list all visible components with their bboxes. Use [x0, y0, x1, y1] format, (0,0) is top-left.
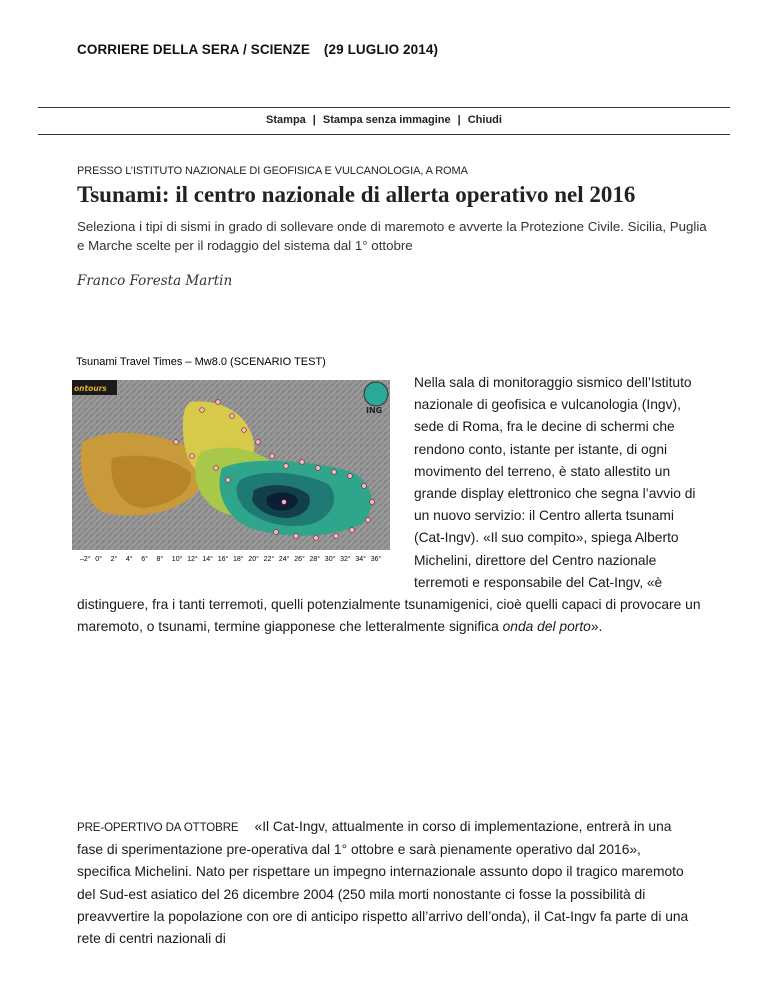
longitude-tick-label: 36° [370, 556, 382, 563]
longitude-tick-label: 4° [125, 556, 133, 563]
longitude-tick-label: 28° [309, 556, 321, 563]
longitude-tick-label: 6° [141, 556, 148, 563]
section-lead: PRE-OPERTIVO DA OTTOBRE [77, 822, 239, 834]
article-paragraph-2 [77, 816, 697, 950]
paragraph-1-end: ». [590, 619, 603, 635]
longitude-tick-label: 22° [263, 556, 275, 563]
close-link[interactable]: Chiudi [467, 114, 502, 126]
bottom-divider [38, 134, 730, 135]
longitude-tick-label: 14° [202, 556, 213, 563]
legend-label: ontours [74, 384, 107, 393]
article-subhead: Seleziona i tipi di sismi in grado di sollevare onde di maremoto e avverte la Protezione Civile. Sicilia, Puglia e Marche scelte per il rodaggio del sistema dal 1° ottobre [77, 219, 707, 253]
toolbar-separator: | [457, 114, 461, 126]
print-without-image-link[interactable]: Stampa senza immagine [322, 114, 451, 126]
longitude-tick-label: 24° [278, 556, 290, 563]
paragraph-1-text: Nella sala di monitoraggio sismico dell’Istituto nazionale di geofisica e vulcanologia (Ingv), sede di Roma, fra le decine di schermi che rendono conto, istante per istante, di ogni movimento del terreno, è stato allestito un grande display elettronico che segna l’avvio di un nuovo servizio: il Centro allerta tsunami (Cat-Ingv). «Il suo compito», spiega Alberto Michelini, direttore del Centro nazionale terremoti e responsabile del Cat-Ingv, «è distinguere, fra i tanti terremoti, quelli potenzialmente tsunamigenici, cioè quelli capaci di provocare un maremoto, o tsunami, termine giapponese che letteralmente significa [77, 375, 701, 635]
toolbar-separator: | [312, 114, 316, 126]
top-divider [38, 107, 730, 108]
longitude-tick-label: 30° [324, 556, 336, 563]
longitude-tick-label: 20° [248, 556, 259, 563]
longitude-tick-label: –2° [80, 556, 91, 563]
longitude-tick-label: 34° [355, 556, 366, 563]
longitude-tick-label: 10° [171, 556, 183, 563]
article-author: Franco Foresta Martin [77, 273, 233, 289]
paragraph-1-italic: onda del porto [502, 619, 591, 635]
masthead [77, 42, 438, 57]
longitude-tick-label: 26° [294, 556, 305, 563]
print-link[interactable]: Stampa [266, 114, 306, 126]
longitude-tick-label: 8° [156, 556, 164, 563]
publication-date: (29 LUGLIO 2014) [323, 42, 439, 57]
longitude-tick-label: 32° [340, 556, 351, 563]
longitude-tick-label: 12° [187, 556, 198, 563]
article-paragraph-1 [77, 372, 702, 638]
article-kicker: PRESSO L’ISTITUTO NAZIONALE DI GEOFISICA E VULCANOLOGIA, A ROMA [77, 165, 468, 177]
longitude-tick-label: 18° [233, 556, 244, 563]
longitude-tick-label: 2° [110, 556, 118, 563]
article-headline: Tsunami: il centro nazionale di allerta operativo nel 2016 [77, 182, 636, 207]
publication-name: CORRIERE DELLA SERA / SCIENZE [77, 42, 310, 57]
print-toolbar [0, 114, 768, 126]
paragraph-2-text: «Il Cat-Ingv, attualmente in corso di implementazione, entrerà in una fase di sperimentazione pre-operativa dal 1° ottobre e sarà pienamente operativo dal 2016», specifica Michelini. Nato per rispettare un impegno internazionale assunto dopo il tragico maremoto del Sud-est asiatico del 26 dicembre 2004 (250 mila morti nonostante ci fosse la possibilità di preavvertire la popolazione con ore di anticipo rispetto all’arrivo dell’onda), il Cat-Ingv fa parte di una rete di centri nazionali di [77, 819, 689, 947]
longitude-tick-label: 16° [217, 556, 229, 563]
figure-caption: Tsunami Travel Times – Mw8.0 (SCENARIO TEST) [76, 356, 326, 368]
longitude-tick-label: 0° [95, 556, 103, 563]
logo-text: ING [366, 406, 383, 415]
